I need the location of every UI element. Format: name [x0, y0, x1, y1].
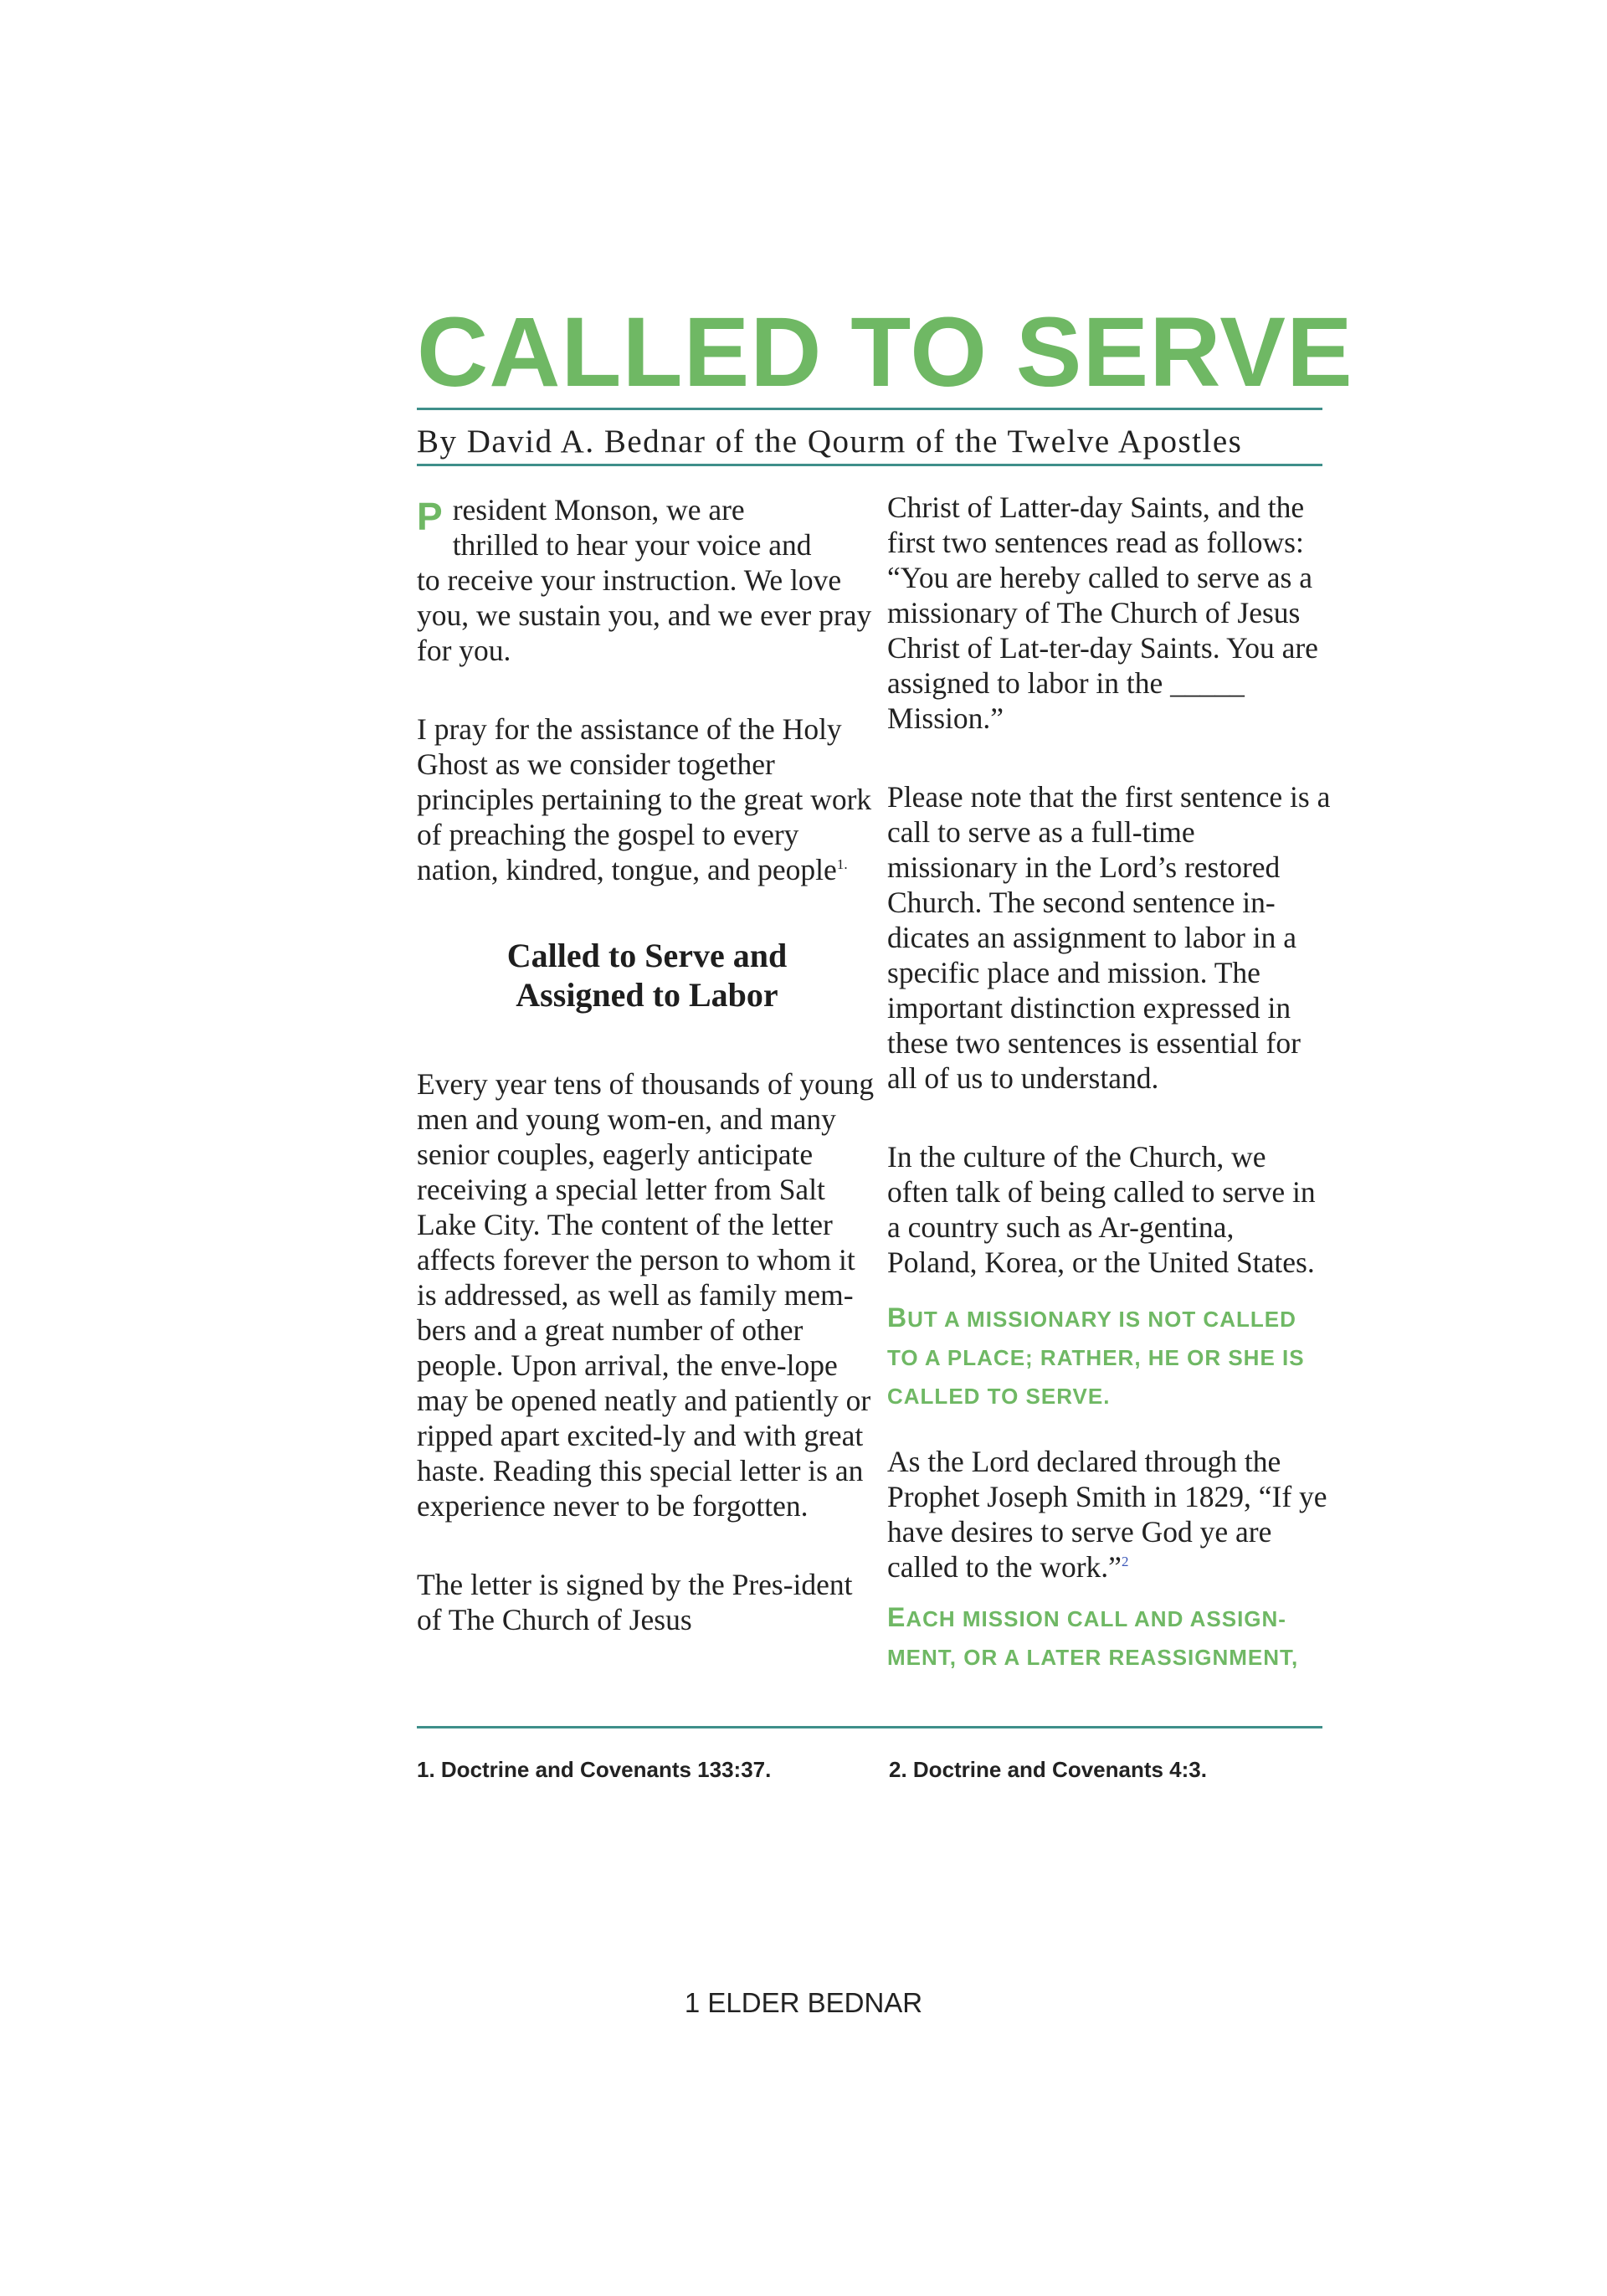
- byline-rule: [417, 464, 1322, 466]
- byline: By David A. Bednar of the Qourm of the Twelve Apostles: [417, 424, 1243, 460]
- pull-quote-2: [887, 1598, 1331, 1677]
- article-title: CALLED TO SERVE: [417, 297, 1353, 408]
- intro-line-2: thrilled to hear your voice and: [452, 528, 812, 562]
- declaration-paragraph: [887, 1444, 1331, 1585]
- letter-paragraph: Every year tens of thousands of young men and young wom-en, and many senior couples, eagerly anticipate receiving a special letter from Salt Lake City. The content of the letter affects forever the person to whom it is addressed, as well as family mem-bers and a great number of other people. Upon arrival, the enve-lope may be opened neatly and patiently or ripped apart excited-ly and with great haste. Reading this special letter is an experience never to be forgotten.: [417, 1067, 875, 1523]
- drop-cap: P: [417, 495, 443, 538]
- pull-quote-1-line-1: UT A MISSIONARY IS NOT CALLED: [907, 1307, 1296, 1332]
- page-footer: 1 ELDER BEDNAR: [684, 1987, 923, 2018]
- footnote-1: 1. Doctrine and Covenants 133:37.: [417, 1757, 772, 1782]
- signature-paragraph: The letter is signed by the Pres-ident of The Church of Jesus: [417, 1568, 853, 1636]
- pull-quote-1-line-2: TO A PLACE; RATHER, HE OR SHE IS: [887, 1345, 1305, 1370]
- left-column: [417, 492, 877, 1637]
- footnote-2: 2. Doctrine and Covenants 4:3.: [889, 1757, 1207, 1782]
- intro-line-1: resident Monson, we are: [452, 493, 745, 526]
- right-column: [887, 490, 1331, 1677]
- declaration-text: As the Lord declared through the Prophet Joseph Smith in 1829, “If ye have desires to serve God ye are called to the work.”: [887, 1445, 1327, 1584]
- distinction-paragraph: Please note that the first sentence is a call to serve as a full-time missionary in the Lord’s restored Church. The second sentence in-dicates an assignment to labor in a specific place and mission. The important distinction expressed in these two sentences is essential for all of us to understand.: [887, 780, 1331, 1095]
- title-rule: [417, 408, 1322, 410]
- culture-paragraph: In the culture of the Church, we often talk of being called to serve in a country such as Ar-gentina, Poland, Korea, or the United States.: [887, 1140, 1316, 1279]
- prayer-text: I pray for the assistance of the Holy Ghost as we consider together principles pertaining to the great work of preaching the gospel to every nation, kindred, tongue, and people: [417, 712, 872, 886]
- pull-quote-1-line-3: CALLED TO SERVE.: [887, 1384, 1111, 1409]
- pull-quote-1-initial: B: [887, 1302, 908, 1333]
- section-heading-line-1: Called to Serve and: [506, 937, 788, 974]
- section-heading-line-2: Assigned to Labor: [516, 976, 778, 1014]
- intro-paragraph: [417, 492, 877, 668]
- pull-quote-2-line-1: ACH MISSION CALL AND ASSIGN-: [906, 1606, 1286, 1631]
- footnote-ref-2: 2: [1121, 1554, 1129, 1570]
- footnote-rule: [417, 1726, 1322, 1728]
- call-letter-paragraph: Christ of Latter-day Saints, and the first two sentences read as follows: “You are hereby called to serve as a missionary of The Church of Jesus Christ of Lat-ter-day Saints. You are assigned to labor in the _____ Mission.”: [887, 491, 1318, 735]
- prayer-paragraph: [417, 711, 877, 887]
- section-heading: [417, 936, 877, 1014]
- pull-quote-1: [887, 1298, 1331, 1415]
- pull-quote-2-line-2: MENT, OR A LATER REASSIGNMENT,: [887, 1645, 1299, 1670]
- intro-rest: to receive your instruction. We love you, we sustain you, and we ever pray for you.: [417, 563, 872, 667]
- pull-quote-2-initial: E: [887, 1602, 906, 1632]
- footnote-ref-1: 1.: [836, 856, 848, 873]
